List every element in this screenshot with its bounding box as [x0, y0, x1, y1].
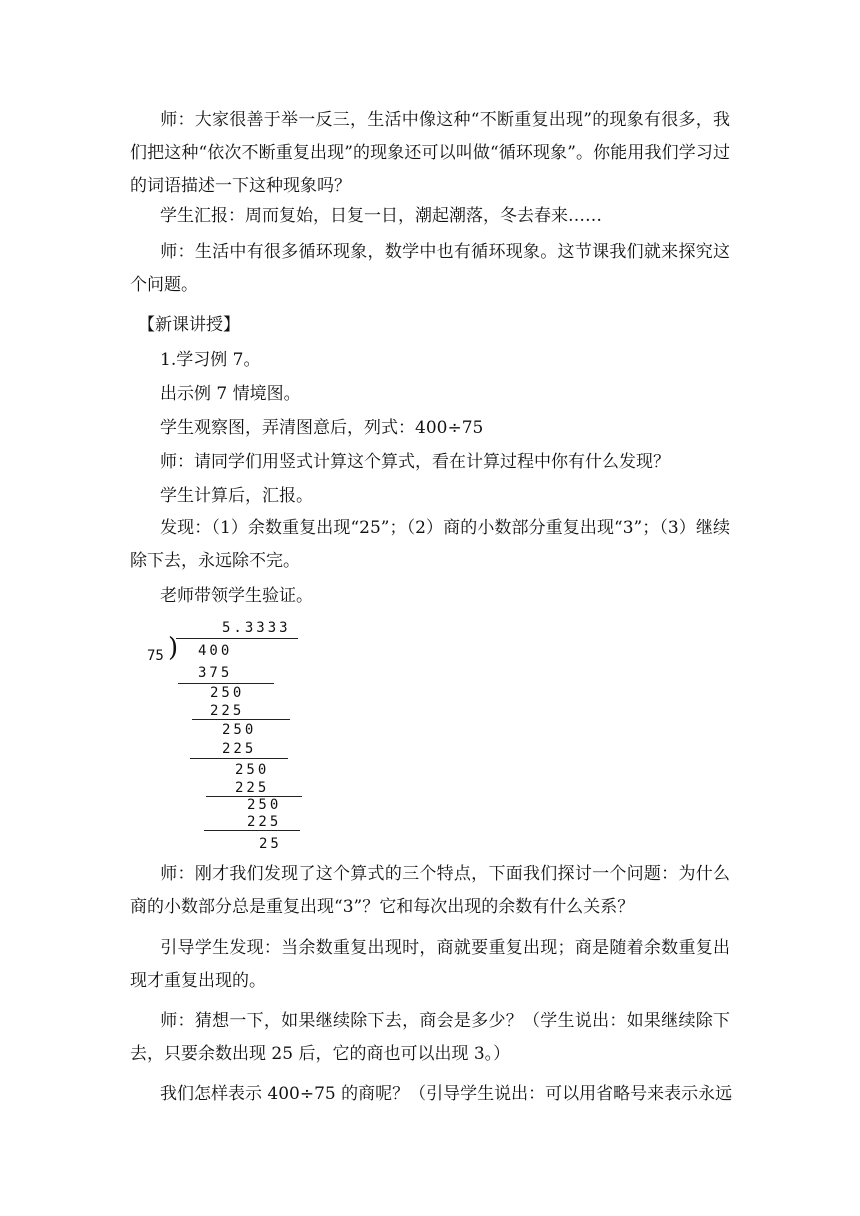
step-product: 375	[198, 665, 233, 681]
step-line	[204, 830, 300, 831]
division-bracket: )	[168, 633, 179, 663]
paragraph-14: 师：猜想一下，如果继续除下去，商会是多少？（学生说出：如果继续除下去，只要余数出现 25 后，它的商也可以出现 3。）	[130, 1011, 730, 1064]
final-remainder: 25	[259, 836, 282, 852]
paragraph-6: 出示例 7 情境图。	[160, 384, 301, 404]
step-product: 225	[222, 741, 257, 757]
dividend: 400	[198, 643, 233, 659]
paragraph-9: 学生计算后，汇报。	[160, 486, 313, 506]
divisor: 75	[147, 648, 164, 664]
step-product: 225	[210, 703, 245, 719]
paragraph-8: 师：请同学们用竖式计算这个算式，看在计算过程中你有什么发现？	[160, 452, 670, 472]
quotient: 5.3333	[222, 620, 291, 636]
step-remainder: 250	[210, 685, 245, 701]
step-remainder: 250	[235, 762, 270, 778]
step-line	[190, 758, 288, 759]
paragraph-15: 我们怎样表示 400÷75 的商呢？（引导学生说出：可以用省略号来表示永远	[160, 1084, 733, 1104]
paragraph-5: 1.学习例 7。	[160, 350, 261, 370]
paragraph-10: 发现：（1）余数重复出现“25”；（2）商的小数部分重复出现“3”；（3）继续除下去，永远除不完。	[130, 518, 730, 571]
step-product: 225	[235, 780, 270, 796]
step-remainder: 250	[247, 797, 282, 813]
paragraph-11: 老师带领学生验证。	[160, 586, 313, 606]
paragraph-7: 学生观察图，弄清图意后，列式：400÷75	[160, 418, 484, 438]
step-remainder: 250	[222, 722, 257, 738]
paragraph-1: 师：大家很善于举一反三，生活中像这种“不断重复出现”的现象有很多，我们把这种“依次不断重复出现”的现象还可以叫做“循环现象”。你能用我们学习过的词语描述一下这种现象吗？	[130, 110, 730, 196]
step-product: 225	[247, 814, 282, 830]
paragraph-13: 引导学生发现：当余数重复出现时，商就要重复出现；商是随着余数重复出现才重复出现的。	[130, 938, 730, 991]
step-line	[192, 719, 290, 720]
section-heading: 【新课讲授】	[138, 315, 240, 335]
paragraph-2: 学生汇报：周而复始，日复一日，潮起潮落，冬去春来……	[160, 206, 602, 226]
paragraph-12: 师：刚才我们发现了这个算式的三个特点，下面我们探讨一个问题：为什么商的小数部分总是重复出现“3”？它和每次出现的余数有什么关系？	[130, 864, 730, 917]
paragraph-3: 师：生活中有很多循环现象，数学中也有循环现象。这节课我们就来探究这个问题。	[130, 242, 730, 295]
division-bar	[176, 638, 298, 639]
